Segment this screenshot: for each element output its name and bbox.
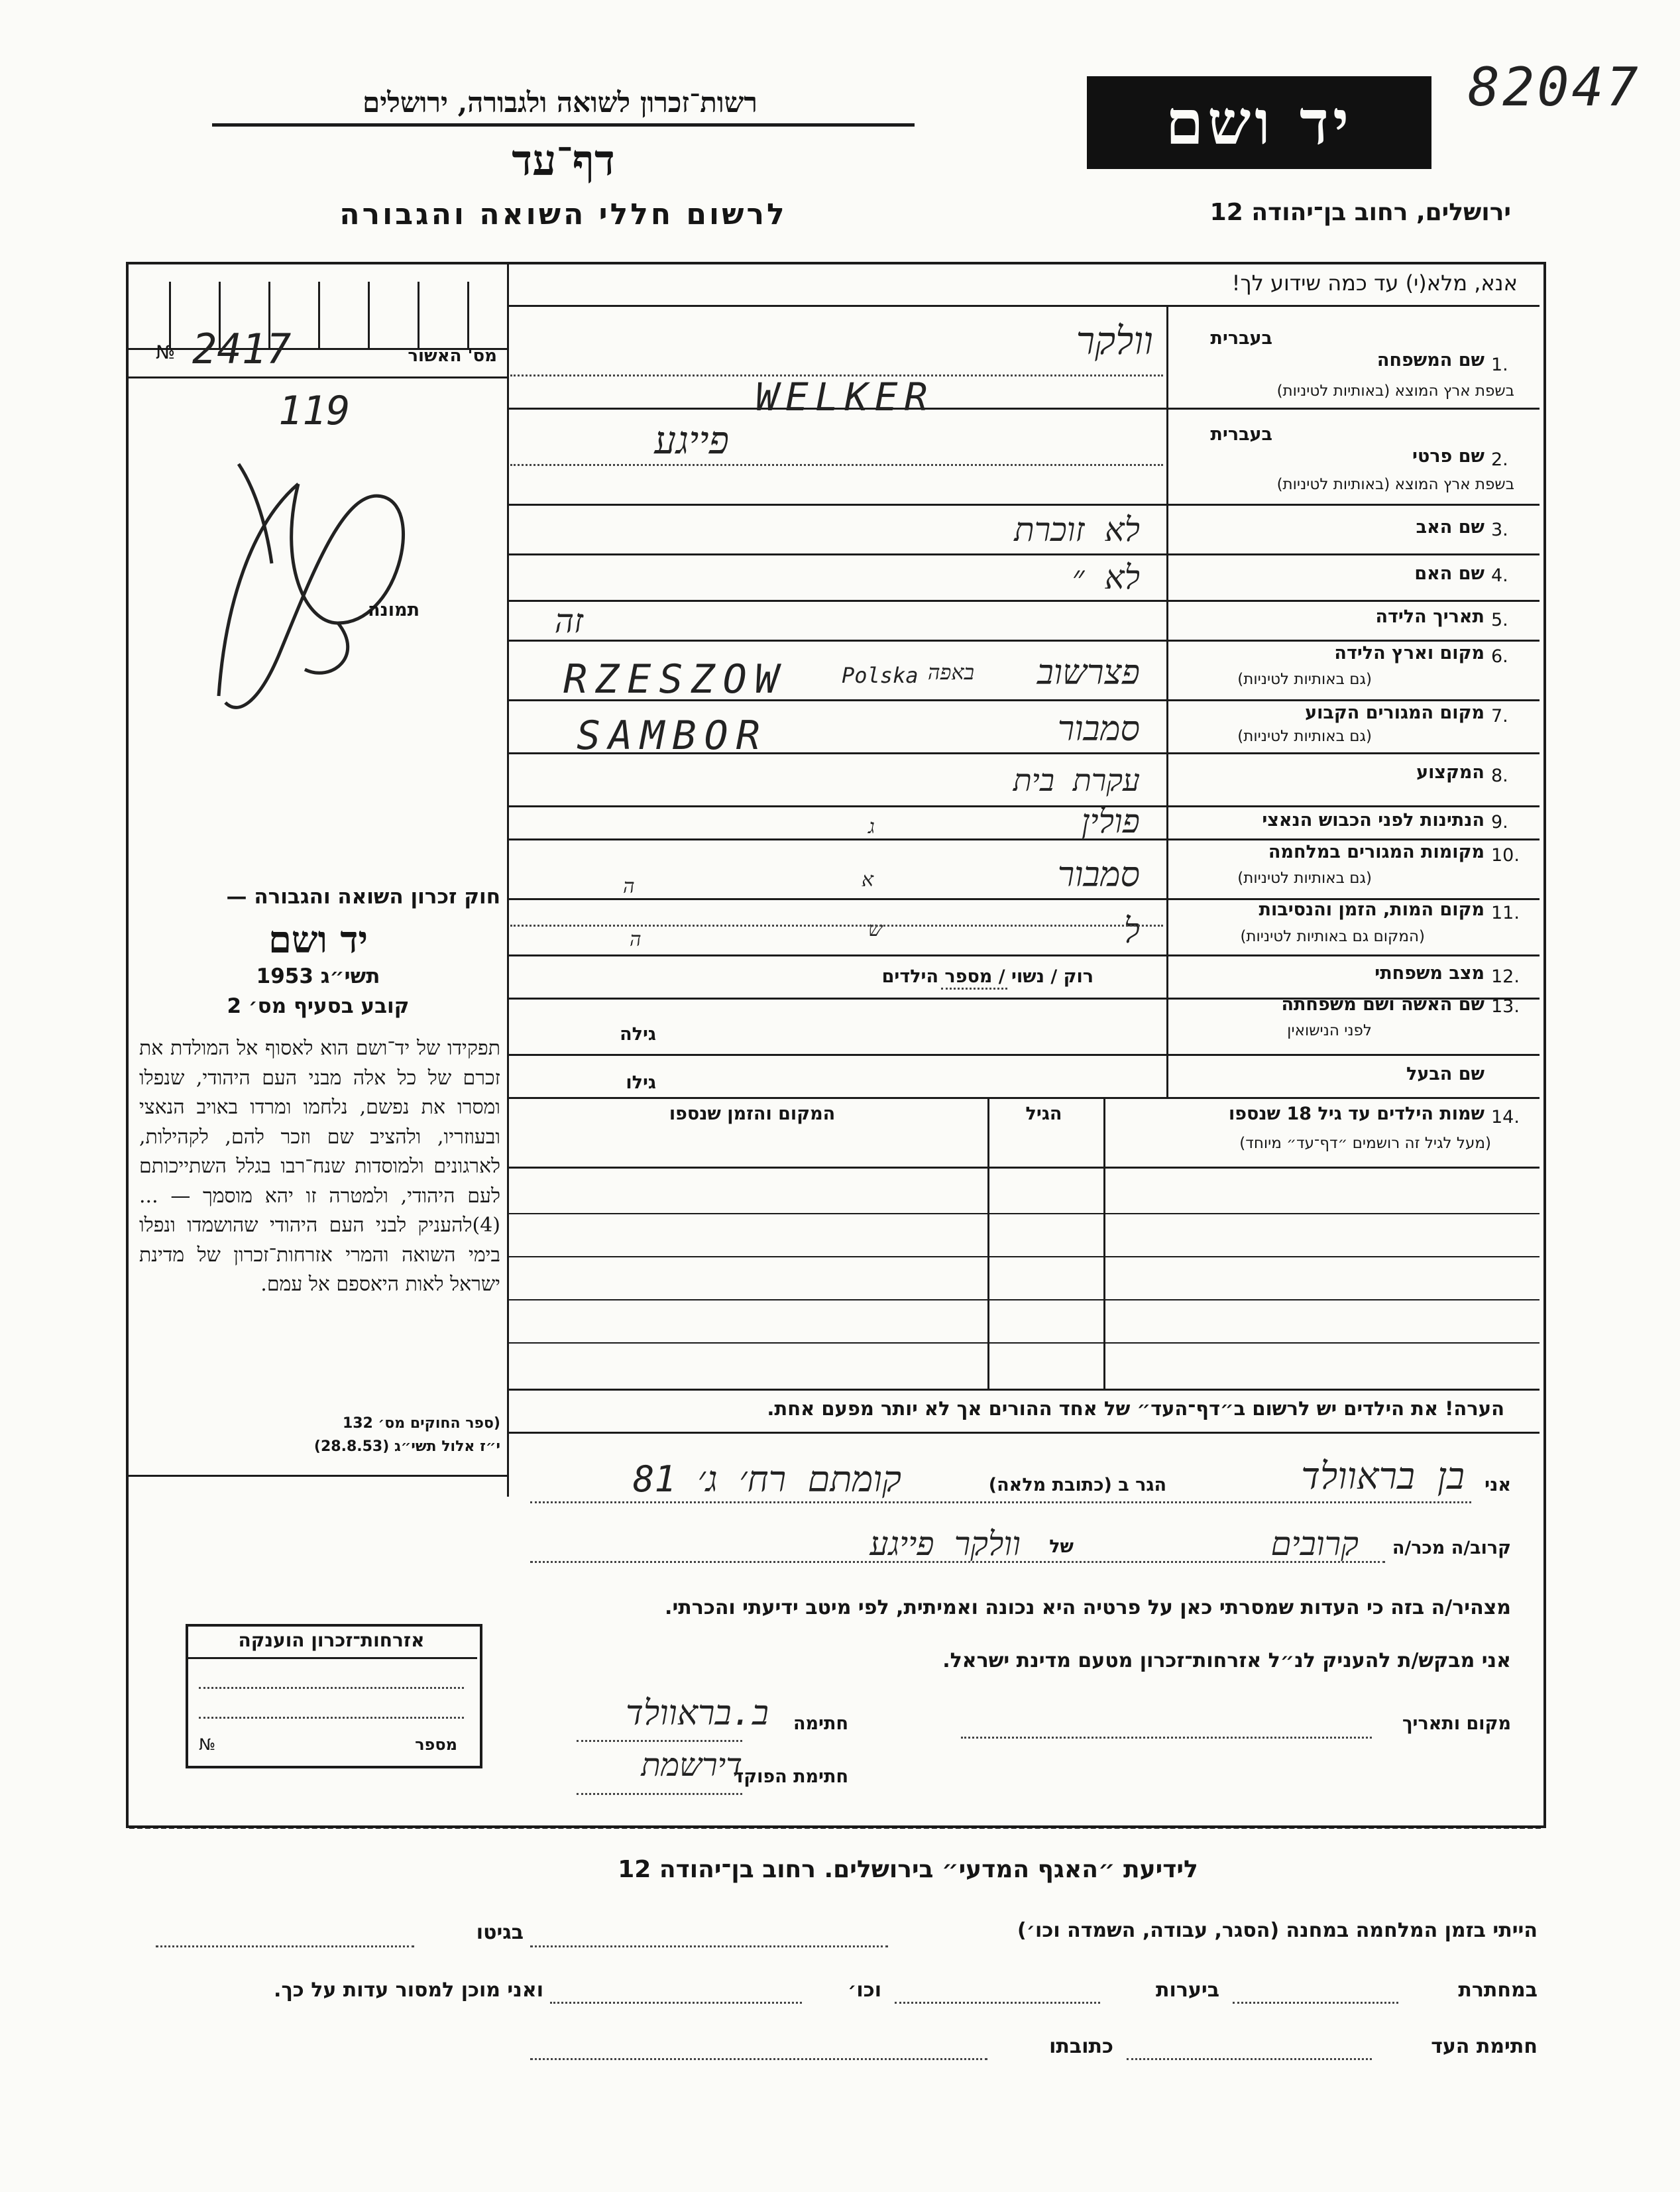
- war-residence-label: מקומות המגורים במלחמה: [1268, 842, 1484, 862]
- footer-forests: ביערות: [1156, 1979, 1219, 2002]
- declarant-i-label: אני: [1484, 1475, 1511, 1495]
- officer-signature: דירשמת: [641, 1747, 742, 1784]
- footer-underground: במחתרת: [1458, 1979, 1538, 2002]
- law-bottom-line: [128, 1475, 508, 1477]
- spouse-label: שם האשה ושם משפחתה: [1281, 994, 1484, 1015]
- family-name-heb-tag: בעברית: [1210, 328, 1272, 349]
- authority-name: רשות־זכרון לשואה ולגבורה, ירושלים: [363, 86, 757, 119]
- declarant-resident-label: הגר ב (כתובת מלאה): [988, 1475, 1166, 1495]
- remark-text: הערה! את הילדים יש לרשום ב״דף־העד״ של אחד ההורים אך לא יותר מפעם אחת.: [767, 1397, 1504, 1420]
- declaration-text: מצהיר/ה בזה כי העדות שמסרתי כאן על פרטיה היא נכונה ואמיתית, לפי מיטב ידיעתי והכרתי.: [665, 1596, 1511, 1619]
- law-name: יד ושם: [268, 918, 368, 962]
- birth-date-label: תאריך הלידה: [1375, 606, 1484, 627]
- citizenship-box-no-sign: №: [199, 1735, 215, 1754]
- relation-label: קרוב/ה מכר/ה: [1392, 1538, 1511, 1558]
- war-residence-sub: (גם באותיות לטיניות): [1237, 870, 1372, 887]
- spouse-value: גילה: [620, 1024, 656, 1045]
- birth-place-hebrew: פצרשוב: [1036, 653, 1140, 693]
- children-col-place: המקום והזמן שנספו: [669, 1104, 836, 1124]
- mother-name-value: לא ״: [1072, 558, 1140, 597]
- children-title: שמות הילדים עד גיל 18 שנספו: [1228, 1104, 1484, 1124]
- authority-underline: [212, 123, 915, 127]
- footer-separator: [129, 1826, 1541, 1829]
- first-name-label: שם פרטי: [1412, 446, 1484, 467]
- birth-place-latin: RZESZOW: [563, 656, 787, 703]
- page-subtitle: לרשום חללי השואה והגבורה: [339, 198, 787, 231]
- children-note: (מעל לגיל זה רושמים ״דף־עד״ מיוחד): [1239, 1135, 1491, 1152]
- citizenship-box-number: מספר: [415, 1735, 457, 1754]
- archive-number: 82047: [1468, 56, 1641, 118]
- war-residence-value: סמבור: [1057, 855, 1140, 895]
- footer-ready: ואני מוכן למסור עדות על כך.: [274, 1979, 543, 2002]
- intro-divider: [507, 305, 1540, 307]
- death-place-sub: (המקום גם באותיות לטיניות): [1240, 928, 1425, 945]
- header-address: ירושלים, רחוב בן־יהודה 12: [1209, 199, 1511, 226]
- signature-value: ב.בראוולד: [626, 1694, 769, 1733]
- family-status-label: מצב משפחתי: [1374, 963, 1484, 984]
- footer-etc: וכו׳: [848, 1979, 881, 2002]
- of-value: וולקר פייגע: [869, 1525, 1021, 1563]
- birth-place-note: באפה: [927, 660, 974, 685]
- approval-signature: [199, 404, 451, 736]
- occupation-label: המקצוע: [1416, 762, 1484, 783]
- approval-number: 2417: [192, 325, 292, 373]
- death-place-value: ל: [1123, 911, 1140, 951]
- birth-place-country: Polska: [842, 663, 919, 688]
- birth-place-sub: (גם באותיות לטיניות): [1237, 671, 1372, 688]
- father-name-value: לא זוכרת: [1014, 510, 1140, 549]
- approval-no-sign: №: [156, 341, 176, 363]
- family-name-hebrew: וולקר: [1076, 318, 1153, 363]
- officer-label: חתימת הפוקד: [733, 1766, 848, 1787]
- birth-place-label: מקום וארץ הלידה: [1334, 643, 1484, 663]
- family-name-label: שם המשפחה: [1376, 350, 1484, 371]
- declarant-address: קומתם רח׳ ג׳ 81: [632, 1458, 901, 1500]
- footer-title: לידיעת ״האגף המדעי״ בירושלים. רחוב בן־יהודה 12: [618, 1856, 1198, 1883]
- photo-label: תמונה: [368, 600, 420, 620]
- husband-label: שם הבעל: [1406, 1064, 1484, 1084]
- footer-witness-signature: חתימת העד: [1431, 2035, 1538, 2058]
- children-col-age: הגיל: [1025, 1104, 1062, 1124]
- footer-line1: הייתי בזמן המלחמה במחנה (הסגר, עבודה, השמדה וכו׳): [1017, 1919, 1538, 1942]
- birth-date-value: זה: [554, 602, 583, 640]
- citizenship-box-title: אזרחות־זכרון הוענקה: [238, 1629, 425, 1651]
- death-place-label: מקום המות, הזמן והנסיבות: [1259, 899, 1484, 920]
- footer-ghetto: בגיטו: [476, 1921, 524, 1944]
- occupation-value: עקרת בית: [1013, 762, 1140, 798]
- signature-label: חתימה: [793, 1713, 848, 1734]
- place-date-label: מקום ותאריך: [1402, 1713, 1511, 1734]
- left-column-divider: [507, 264, 509, 1497]
- law-clause: קובע בסעיף מס׳ 2: [227, 994, 410, 1018]
- residence-label: מקום המגורים הקבוע: [1305, 703, 1484, 723]
- family-name-sub: בשפת ארץ המוצא (באותיות לטיניות): [1276, 382, 1514, 400]
- law-title: חוק זכרון השואה והגבורה —: [226, 885, 500, 909]
- declarant-name: בן בראוולד: [1301, 1455, 1465, 1498]
- first-name-hebrew: פייגע: [654, 418, 729, 463]
- approval-bottom-line: [128, 376, 507, 378]
- first-name-heb-tag: בעברית: [1210, 424, 1272, 445]
- footer-address: כתובתו: [1049, 2035, 1113, 2058]
- approval-number-extra: 119: [278, 388, 351, 434]
- residence-latin: SAMBOR: [577, 713, 768, 759]
- law-reference: (ספר החוקים מס׳ 132: [342, 1415, 500, 1432]
- law-reference-date: י״ז אלול תשי״ג (28.8.53): [313, 1438, 500, 1455]
- citizenship-label: הנתינות לפני הכבוש הנאצי: [1262, 810, 1484, 831]
- law-text: תפקידו של יד־ושם הוא לאסוף אל המולדת את זכרם של כל אלה מבני העם היהודי, שנפלו ומסרו את נפשם, נלחמו ומרדו באויב הנאצי ובעוזריו, ולהציב שם וזכר להם, לקהילות, לארגונים ולמוסדות שנח־רבו בגלל השתייכותם לעם היהודי, ולמטרה זו יהא מוסמך — ...(4)להעניק לבני העם היהודי שהושמדו ונפלו בימי השואה והמרי אזרחות־זכרון של מדינת ישראל לאות היאספם אל עמם.: [139, 1037, 500, 1296]
- law-year: תשי״ג 1953: [256, 964, 380, 988]
- relation-value: קרובים: [1270, 1525, 1359, 1563]
- residence-sub: (גם באותיות לטיניות): [1237, 728, 1372, 745]
- spouse-sub: לפני הנישואין: [1287, 1022, 1372, 1039]
- page-title: דף־עד: [512, 136, 615, 186]
- citizenship-value: פולין: [1081, 802, 1140, 840]
- intro-text: אנא, מלא(י) עד כמה שידוע לך!: [1231, 270, 1518, 296]
- husband-value: גילו: [626, 1072, 656, 1093]
- father-name-label: שם האב: [1416, 517, 1484, 538]
- approval-label: מס' האשור: [408, 346, 497, 366]
- family-status-value: רוק / נשוי / מספר הילדים: [881, 966, 1093, 987]
- first-name-sub: בשפת ארץ המוצא (באותיות לטיניות): [1276, 476, 1514, 493]
- of-label: של: [1049, 1536, 1074, 1557]
- mother-name-label: שם האם: [1414, 563, 1484, 584]
- yad-vashem-logo: יד ושם: [1087, 76, 1431, 169]
- family-name-latin: WELKER: [756, 375, 934, 420]
- residence-hebrew: סמבור: [1057, 709, 1140, 749]
- request-text: אני מבקש/ת להעניק לנ״ל אזרחות־זכרון מטעם מדינת ישראל.: [942, 1649, 1511, 1672]
